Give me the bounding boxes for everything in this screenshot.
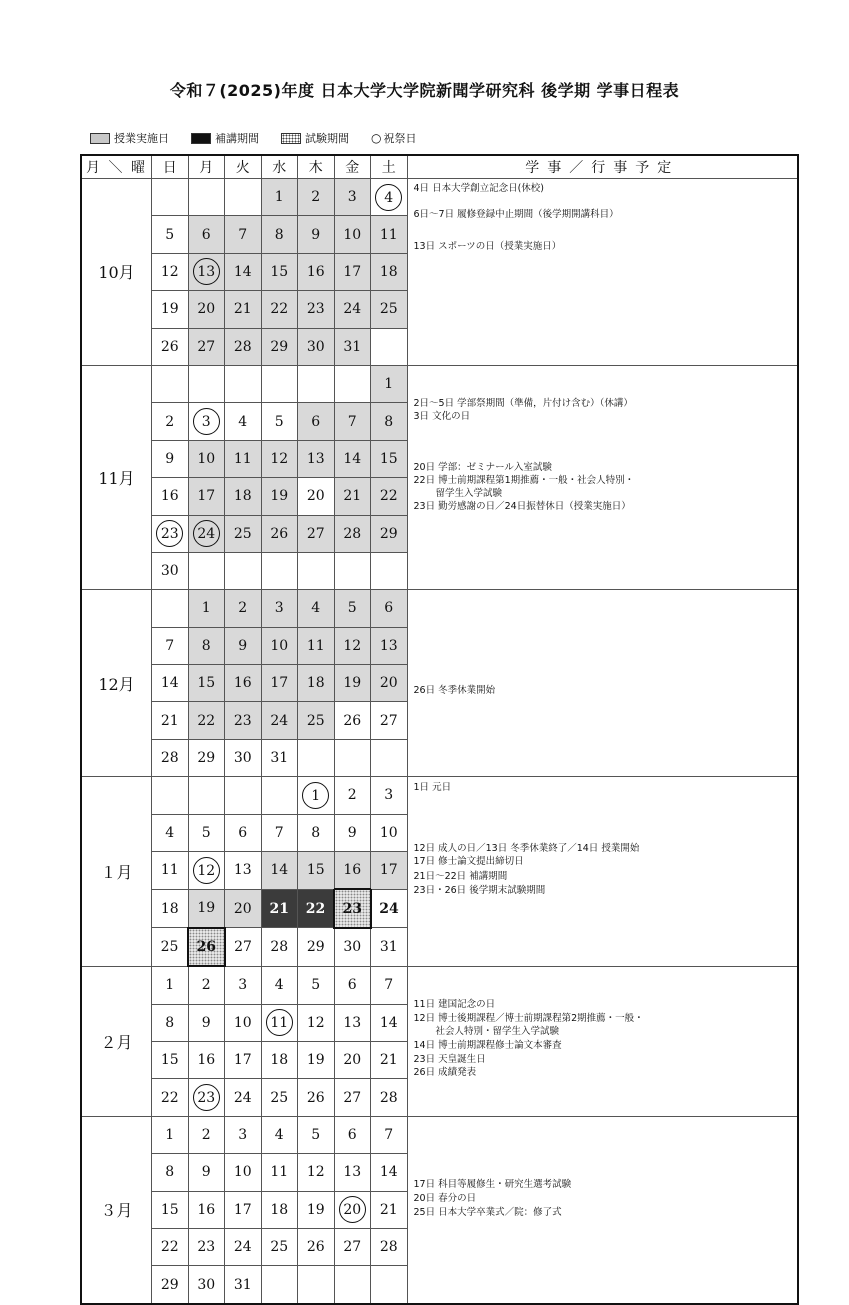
day-cell: 13	[298, 440, 335, 477]
day-cell: 1	[152, 966, 189, 1004]
dotted-swatch-icon	[281, 133, 301, 144]
holiday-circle-icon: 13	[193, 258, 220, 285]
day-cell: 12	[261, 440, 298, 477]
holiday-circle-icon: 24	[193, 520, 220, 547]
day-cell: 30	[188, 1266, 225, 1304]
event-item: 17日 科目等履修生・研究生選考試験	[413, 1178, 572, 1190]
day-cell: 5	[298, 966, 335, 1004]
day-cell: 23	[334, 889, 371, 927]
day-cell: 15	[371, 440, 408, 477]
month-label: ３月	[81, 1116, 152, 1303]
day-cell: 9	[225, 627, 262, 664]
day-cell: 10	[334, 216, 371, 253]
empty-day-cell	[225, 179, 262, 216]
day-cell: 12	[152, 253, 189, 290]
day-cell: 24	[225, 1228, 262, 1265]
day-cell: 5	[298, 1116, 335, 1153]
day-cell: 14	[261, 852, 298, 890]
day-cell: 18	[261, 1191, 298, 1228]
day-cell: 16	[152, 478, 189, 515]
week-row	[81, 1116, 798, 1153]
day-cell: 30	[334, 928, 371, 966]
day-cell: 14	[371, 1004, 408, 1041]
day-cell: 19	[188, 889, 225, 927]
empty-day-cell	[371, 552, 408, 589]
header-tue: 火	[225, 155, 262, 179]
day-cell: 1	[188, 590, 225, 627]
empty-day-cell	[334, 739, 371, 776]
day-cell: 2	[225, 590, 262, 627]
empty-day-cell	[298, 365, 335, 402]
day-cell	[188, 403, 225, 440]
empty-day-cell	[152, 365, 189, 402]
event-item: 20日 春分の日	[413, 1192, 477, 1204]
day-cell: 2	[334, 777, 371, 814]
day-cell: 14	[152, 665, 189, 702]
day-cell: 19	[298, 1191, 335, 1228]
day-cell: 11	[152, 852, 189, 890]
day-cell: 22	[371, 478, 408, 515]
event-item: 6日～7日 履修登録中止期間（後学期開講科目）	[413, 209, 619, 220]
day-cell: 26	[152, 328, 189, 365]
day-cell: 7	[152, 627, 189, 664]
day-cell: 7	[334, 403, 371, 440]
day-cell: 21	[225, 291, 262, 328]
day-cell: 27	[298, 515, 335, 552]
empty-day-cell	[334, 365, 371, 402]
day-cell: 22	[188, 702, 225, 739]
empty-day-cell	[188, 552, 225, 589]
day-cell: 19	[334, 665, 371, 702]
day-cell: 2	[188, 1116, 225, 1153]
day-cell: 14	[225, 253, 262, 290]
day-cell: 11	[298, 627, 335, 664]
day-cell: 10	[188, 440, 225, 477]
day-cell: 18	[298, 665, 335, 702]
day-cell: 22	[298, 889, 335, 927]
week-row	[81, 777, 798, 814]
day-cell: 29	[152, 1266, 189, 1304]
day-cell: 21	[261, 889, 298, 927]
event-item: 20日 学部：ゼミナール入室試験	[413, 461, 552, 473]
day-cell: 30	[298, 328, 335, 365]
day-cell: 21	[152, 702, 189, 739]
day-cell: 22	[152, 1228, 189, 1265]
day-cell: 16	[298, 253, 335, 290]
day-cell: 5	[152, 216, 189, 253]
day-cell: 28	[225, 328, 262, 365]
events-cell	[407, 777, 798, 966]
day-cell: 24	[225, 1079, 262, 1116]
header-events: 学事／行事予定	[407, 155, 798, 179]
day-cell: 27	[334, 1228, 371, 1265]
day-cell: 18	[261, 1041, 298, 1078]
day-cell: 4	[261, 1116, 298, 1153]
day-cell: 9	[298, 216, 335, 253]
day-cell: 7	[261, 814, 298, 851]
event-item: 留学生入学試験	[413, 487, 503, 499]
day-cell: 2	[152, 403, 189, 440]
day-cell: 9	[188, 1004, 225, 1041]
day-cell: 21	[371, 1191, 408, 1228]
day-cell: 24	[334, 291, 371, 328]
empty-day-cell	[188, 777, 225, 814]
day-cell: 29	[298, 928, 335, 966]
empty-day-cell	[298, 1266, 335, 1304]
day-cell: 31	[334, 328, 371, 365]
day-cell: 9	[188, 1154, 225, 1191]
day-cell: 10	[371, 814, 408, 851]
day-cell	[188, 253, 225, 290]
day-cell: 27	[371, 702, 408, 739]
event-item: 21日～22日 補講期間	[413, 871, 508, 883]
day-cell	[188, 1079, 225, 1116]
event-item: 23日 勤労感謝の日／24日振替休日（授業実施日）	[413, 500, 631, 512]
day-cell: 11	[261, 1154, 298, 1191]
day-cell: 14	[334, 440, 371, 477]
event-item: 12日 博士後期課程／博士前期課程第2期推薦・一般・	[413, 1012, 644, 1024]
empty-day-cell	[188, 179, 225, 216]
day-cell: 25	[298, 702, 335, 739]
day-cell	[188, 515, 225, 552]
day-cell: 16	[225, 665, 262, 702]
empty-day-cell	[152, 179, 189, 216]
day-cell: 7	[371, 966, 408, 1004]
day-cell: 31	[371, 928, 408, 966]
event-item: 26日 成績発表	[413, 1066, 477, 1078]
empty-day-cell	[152, 777, 189, 814]
holiday-circle-icon: 23	[156, 520, 183, 547]
event-item: 1日 元日	[413, 782, 452, 794]
day-cell: 29	[371, 515, 408, 552]
day-cell: 15	[298, 852, 335, 890]
event-item: 25日 日本大学卒業式／院：修了式	[413, 1206, 562, 1218]
day-cell: 16	[334, 852, 371, 890]
empty-day-cell	[298, 552, 335, 589]
day-cell: 11	[225, 440, 262, 477]
day-cell: 26	[298, 1228, 335, 1265]
day-cell: 21	[371, 1041, 408, 1078]
header-wed: 水	[261, 155, 298, 179]
day-cell: 25	[225, 515, 262, 552]
empty-day-cell	[152, 590, 189, 627]
day-cell: 1	[152, 1116, 189, 1153]
day-cell	[334, 1191, 371, 1228]
empty-day-cell	[261, 365, 298, 402]
day-cell: 15	[152, 1191, 189, 1228]
header-sat: 土	[371, 155, 408, 179]
events-cell	[407, 179, 798, 366]
legend-holiday	[371, 130, 416, 146]
week-row	[81, 966, 798, 1004]
day-cell: 8	[152, 1154, 189, 1191]
event-item: 4日 日本大学創立記念日(休校)	[413, 183, 544, 194]
event-item: 12日 成人の日／13日 冬季休業終了／14日 授業開始	[413, 843, 640, 855]
day-cell: 15	[188, 665, 225, 702]
month-label: 11月	[81, 365, 152, 589]
day-cell: 27	[225, 928, 262, 966]
day-cell: 20	[371, 665, 408, 702]
gray-swatch-icon	[90, 133, 110, 144]
event-item: 社会人特別・留学生入学試験	[413, 1025, 560, 1037]
day-cell: 19	[298, 1041, 335, 1078]
day-cell: 16	[188, 1191, 225, 1228]
events-cell	[407, 1116, 798, 1303]
day-cell: 11	[371, 216, 408, 253]
empty-day-cell	[261, 1266, 298, 1304]
empty-day-cell	[225, 777, 262, 814]
day-cell: 7	[371, 1116, 408, 1153]
day-cell: 16	[188, 1041, 225, 1078]
day-cell: 6	[188, 216, 225, 253]
day-cell: 3	[261, 590, 298, 627]
week-row	[81, 365, 798, 402]
event-item: 14日 博士前期課程修士論文本審査	[413, 1039, 562, 1051]
day-cell: 17	[261, 665, 298, 702]
header-row	[81, 155, 798, 179]
day-cell: 30	[152, 552, 189, 589]
day-cell: 18	[371, 253, 408, 290]
day-cell: 4	[225, 403, 262, 440]
day-cell: 22	[261, 291, 298, 328]
day-cell: 20	[334, 1041, 371, 1078]
day-cell: 26	[188, 928, 225, 966]
day-cell: 30	[225, 739, 262, 776]
day-cell: 28	[371, 1079, 408, 1116]
day-cell: 20	[298, 478, 335, 515]
day-cell: 20	[188, 291, 225, 328]
day-cell: 10	[261, 627, 298, 664]
day-cell: 6	[225, 814, 262, 851]
day-cell: 17	[334, 253, 371, 290]
day-cell: 6	[334, 1116, 371, 1153]
schedule-body	[81, 179, 798, 1304]
day-cell: 8	[188, 627, 225, 664]
holiday-circle-icon: 11	[266, 1009, 293, 1036]
day-cell: 5	[188, 814, 225, 851]
day-cell: 10	[225, 1154, 262, 1191]
day-cell: 28	[334, 515, 371, 552]
day-cell	[371, 179, 408, 216]
legend-exam	[281, 130, 349, 146]
header-thu: 木	[298, 155, 335, 179]
day-cell: 27	[334, 1079, 371, 1116]
legend-makeup	[191, 130, 259, 146]
day-cell: 6	[334, 966, 371, 1004]
legend-class-days-label: 授業実施日	[114, 132, 169, 145]
legend-makeup-label: 補講期間	[215, 132, 259, 145]
header-fri: 金	[334, 155, 371, 179]
day-cell: 17	[225, 1191, 262, 1228]
day-cell: 8	[371, 403, 408, 440]
week-row	[81, 590, 798, 627]
event-item: 26日 冬季休業開始	[413, 685, 496, 697]
day-cell: 13	[371, 627, 408, 664]
day-cell: 21	[334, 478, 371, 515]
day-cell: 5	[334, 590, 371, 627]
empty-day-cell	[225, 552, 262, 589]
holiday-circle-icon: 1	[302, 782, 329, 809]
day-cell: 19	[152, 291, 189, 328]
day-cell: 24	[371, 889, 408, 927]
day-cell: 7	[225, 216, 262, 253]
events-cell	[407, 590, 798, 777]
day-cell: 29	[188, 739, 225, 776]
day-cell: 4	[298, 590, 335, 627]
empty-day-cell	[188, 365, 225, 402]
holiday-circle-icon: 23	[193, 1084, 220, 1111]
empty-day-cell	[298, 739, 335, 776]
empty-day-cell	[334, 552, 371, 589]
day-cell: 12	[298, 1154, 335, 1191]
day-cell: 9	[152, 440, 189, 477]
empty-day-cell	[371, 739, 408, 776]
event-item: 13日 スポーツの日（授業実施日）	[413, 241, 562, 252]
day-cell: 26	[261, 515, 298, 552]
legend	[90, 130, 438, 146]
day-cell: 23	[188, 1228, 225, 1265]
day-cell: 20	[225, 889, 262, 927]
holiday-circle-icon: 20	[339, 1196, 366, 1223]
empty-day-cell	[261, 552, 298, 589]
day-cell: 15	[261, 253, 298, 290]
day-cell: 26	[298, 1079, 335, 1116]
legend-exam-label: 試験期間	[305, 132, 349, 145]
day-cell	[298, 777, 335, 814]
day-cell: 10	[225, 1004, 262, 1041]
holiday-circle-icon: 4	[375, 184, 402, 211]
day-cell	[261, 1004, 298, 1041]
day-cell: 31	[261, 739, 298, 776]
day-cell: 8	[298, 814, 335, 851]
circle-icon: ○	[371, 131, 382, 145]
day-cell: 17	[371, 852, 408, 890]
events-cell	[407, 966, 798, 1116]
day-cell: 25	[371, 291, 408, 328]
day-cell: 3	[371, 777, 408, 814]
month-label: １月	[81, 777, 152, 966]
event-item: 3日 文化の日	[413, 410, 471, 422]
event-item: 17日 修士論文提出締切日	[413, 856, 524, 868]
day-cell: 13	[334, 1154, 371, 1191]
event-item: 2日～5日 学部祭期間（準備，片付け含む）（休講）	[413, 397, 633, 409]
holiday-circle-icon: 12	[193, 857, 220, 884]
day-cell: 23	[225, 702, 262, 739]
day-cell: 18	[152, 889, 189, 927]
empty-day-cell	[225, 365, 262, 402]
legend-class-days	[90, 130, 169, 146]
day-cell: 18	[225, 478, 262, 515]
day-cell: 25	[152, 928, 189, 966]
day-cell: 3	[225, 966, 262, 1004]
day-cell: 4	[152, 814, 189, 851]
day-cell: 27	[188, 328, 225, 365]
day-cell: 28	[371, 1228, 408, 1265]
month-label: ２月	[81, 966, 152, 1116]
day-cell	[152, 515, 189, 552]
month-label: 12月	[81, 590, 152, 777]
day-cell: 23	[298, 291, 335, 328]
day-cell: 5	[261, 403, 298, 440]
week-row	[81, 179, 798, 216]
day-cell: 6	[298, 403, 335, 440]
events-cell	[407, 365, 798, 589]
day-cell: 2	[298, 179, 335, 216]
month-label: 10月	[81, 179, 152, 366]
day-cell: 25	[261, 1079, 298, 1116]
header-sun: 日	[152, 155, 189, 179]
event-item: 22日 博士前期課程第1期推薦・一般・社会人特別・	[413, 474, 635, 486]
day-cell: 28	[152, 739, 189, 776]
event-item: 11日 建国記念の日	[413, 998, 496, 1010]
day-cell: 17	[225, 1041, 262, 1078]
day-cell: 22	[152, 1079, 189, 1116]
day-cell	[188, 852, 225, 890]
day-cell: 15	[152, 1041, 189, 1078]
day-cell: 4	[261, 966, 298, 1004]
empty-day-cell	[371, 1266, 408, 1304]
event-item: 23日・26日 後学期末試験期間	[413, 885, 546, 897]
empty-day-cell	[261, 777, 298, 814]
day-cell: 2	[188, 966, 225, 1004]
day-cell: 1	[371, 365, 408, 402]
day-cell: 3	[334, 179, 371, 216]
day-cell: 1	[261, 179, 298, 216]
legend-holiday-label: 祝祭日	[383, 132, 417, 145]
event-item: 23日 天皇誕生日	[413, 1053, 486, 1065]
day-cell: 8	[261, 216, 298, 253]
black-swatch-icon	[191, 133, 211, 144]
day-cell: 6	[371, 590, 408, 627]
day-cell: 14	[371, 1154, 408, 1191]
day-cell: 25	[261, 1228, 298, 1265]
day-cell: 3	[225, 1116, 262, 1153]
header-month-weekday: 月 ＼ 曜	[81, 155, 152, 179]
page-title: 令和７(2025)年度 日本大学大学院新聞学研究科 後学期 学事日程表	[169, 81, 680, 100]
day-cell: 28	[261, 928, 298, 966]
header-mon: 月	[188, 155, 225, 179]
day-cell: 19	[261, 478, 298, 515]
holiday-circle-icon: 3	[193, 408, 220, 435]
day-cell: 29	[261, 328, 298, 365]
day-cell: 17	[188, 478, 225, 515]
day-cell: 8	[152, 1004, 189, 1041]
day-cell: 24	[261, 702, 298, 739]
day-cell: 26	[334, 702, 371, 739]
day-cell: 12	[334, 627, 371, 664]
schedule-table	[80, 154, 799, 1305]
empty-day-cell	[371, 328, 408, 365]
empty-day-cell	[334, 1266, 371, 1304]
day-cell: 12	[298, 1004, 335, 1041]
day-cell: 13	[334, 1004, 371, 1041]
day-cell: 13	[225, 852, 262, 890]
day-cell: 31	[225, 1266, 262, 1304]
day-cell: 9	[334, 814, 371, 851]
